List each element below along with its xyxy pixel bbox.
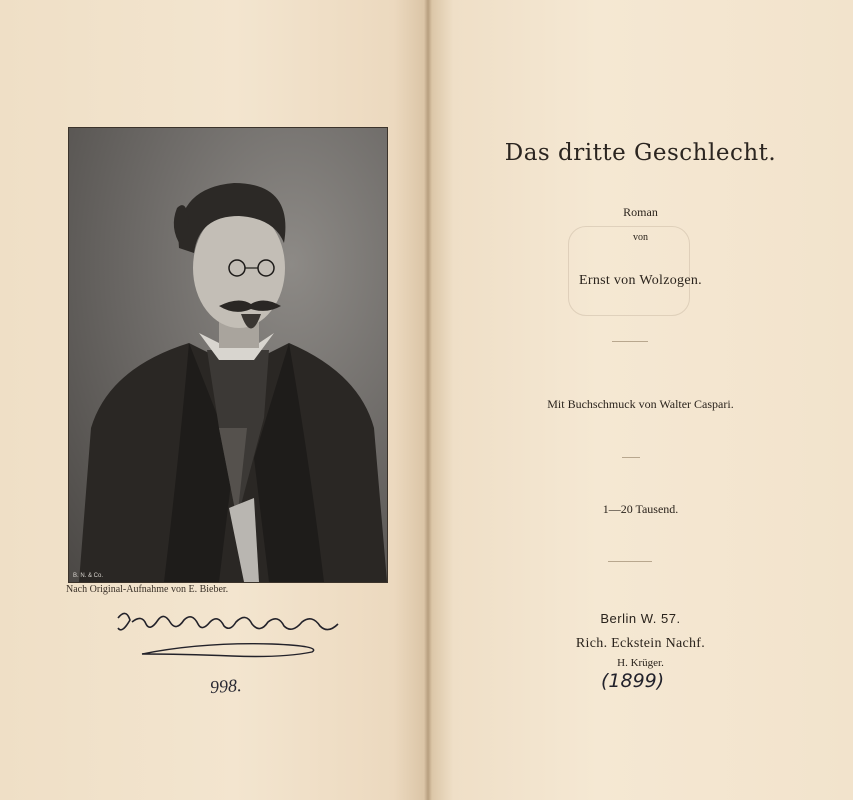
author-signature (112, 606, 352, 664)
by-label: von (633, 232, 648, 243)
book-title: Das dritte Geschlecht. (504, 140, 777, 166)
divider-rule (612, 341, 648, 342)
decoration-credit: Mit Buchschmuck von Walter Caspari. (547, 397, 734, 411)
publisher-city: Berlin W. 57. (600, 611, 681, 626)
genre-label: Roman (623, 205, 658, 219)
photo-credit: Nach Original-Aufnahme von E. Bieber. (66, 584, 229, 595)
handwritten-note: 998. (209, 674, 243, 698)
divider-rule (608, 561, 652, 562)
author-portrait-photo (68, 127, 388, 583)
portrait-illustration (69, 128, 387, 582)
edition-note: 1—20 Tausend. (602, 502, 679, 516)
photo-corner-mark: B. N. & Co. (73, 573, 104, 579)
publisher-name: Rich. Eckstein Nachf. (575, 636, 706, 651)
publisher-owner: H. Krüger. (617, 657, 664, 669)
divider-rule (622, 457, 640, 458)
author-name: Ernst von Wolzogen. (579, 273, 702, 288)
handwritten-year: (1899) (601, 670, 665, 692)
